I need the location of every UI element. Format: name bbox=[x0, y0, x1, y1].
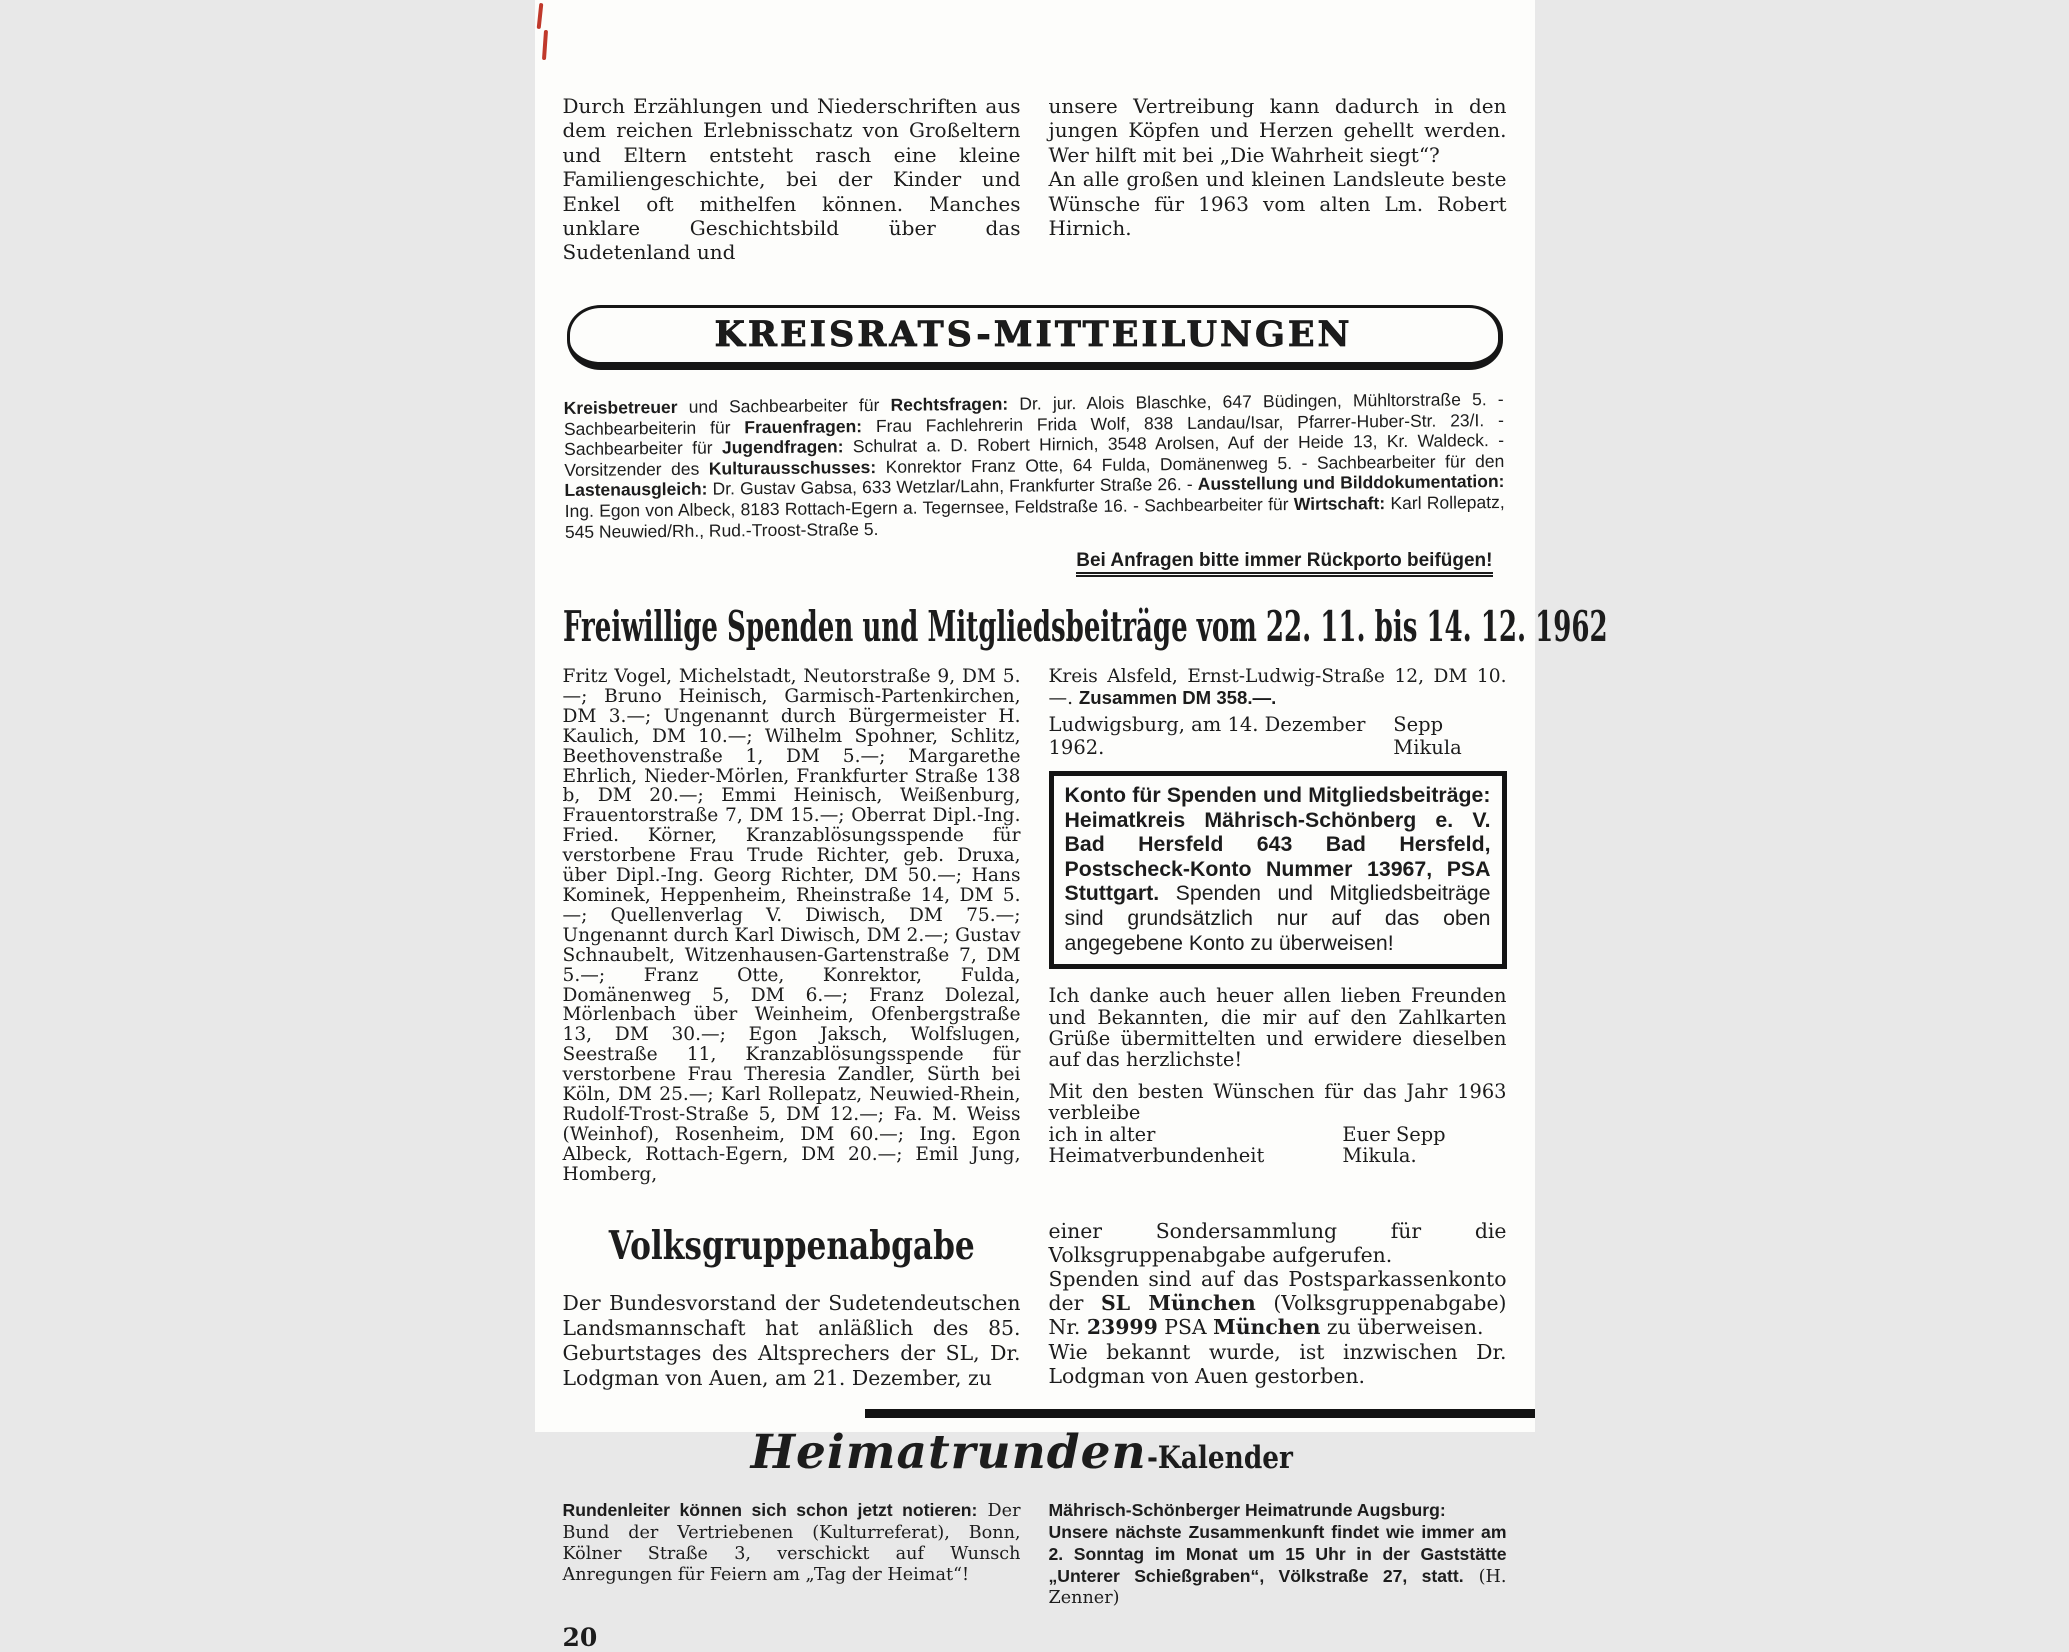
banner-title: KREISRATS-MITTEILUNGEN bbox=[714, 314, 1353, 356]
kalender-heading-script: Heimatrunden bbox=[750, 1425, 1147, 1481]
document-page bbox=[535, 0, 1608, 1652]
dateline-signature: Sepp Mikula bbox=[1393, 713, 1462, 759]
intro-right-paragraph-1: unsere Vertreibung kann dadurch in den jungen Köpfen und Herzen gehellt werden. Wer hilft mit bei „Die Wahrheit siegt“? bbox=[1048, 94, 1507, 167]
volks-right-paragraph-1: einer Sondersammlung für die Volksgruppenabgabe aufgerufen. bbox=[1048, 1218, 1507, 1267]
intro-left-paragraph: Durch Erzählungen und Niederschriften aus dem reichen Erlebnisschatz von Großeltern und Eltern entsteht rasch eine kleine Familiengeschichte, bei der Kinder und Enkel oft mithelfen können. Manches unklare Geschichtsbild über das Sudetenland und bbox=[562, 94, 1021, 265]
intro-section bbox=[563, 94, 1507, 265]
donor-list: Fritz Vogel, Michelstadt, Neutorstraße 9, DM 5.—; Bruno Heinisch, Garmisch-Partenkirchen, DM 3.—; Ungenannt durch Bürgermeister H. Kaulich, DM 10.—; Wilhelm Spohner, Schlitz, Beethovenstraße 1, DM 5.—; Margarethe Ehrlich, Nieder-Mörlen, Frankfurter Straße 138 b, DM 20.—; Emmi Heinisch, Weißenburg, Frauentorstraße 7, DM 15.—; Oberrat Dipl.-Ing. Fried. Körner, Kranzablösungsspende für verstorbene Frau Trude Richter, geb. Druxa, über Dipl.-Ing. Georg Richter, DM 50.—; Hans Kominek, Heppenheim, Rheinstraße 14, DM 5.—; Quellenverlag V. Diwisch, DM 75.—; Ungenannt durch Karl Diwisch, DM 2.—; Gustav Schnaubelt, Witzenhausen-Gartenstraße 7, DM 5.—; Franz Otte, Konrektor, Fulda, Domänenweg 5, DM 6.—; Franz Dolezal, Mörlenbach über Weinheim, Ofenbergstraße 13, DM 30.—; Egon Jaksch, Wolfslugen, Seestraße 11, Kranzablösungsspende für verstorbene Frau Theresia Zandler, Sürth bei Köln, DM 25.—; Karl Rollepatz, Neuwied-Rhein, Rudolf-Trost-Straße 5, DM 12.—; Fa. M. Weiss (Weinhof), Rosenheim, DM 60.—; Ing. Egon Albeck, Rottach-Egern, DM 20.—; Emil Jung, Homberg, bbox=[562, 666, 1021, 1185]
donations-heading-text: Freiwillige Spenden und Mitgliedsbeiträge vom 22. 11. bis 14. 12. 1962 bbox=[562, 602, 1608, 651]
kalender-right-column bbox=[1049, 1500, 1507, 1609]
volks-right-paragraph-3: Wie bekannt wurde, ist inzwischen Dr. Lodgman von Auen gestorben. bbox=[1048, 1339, 1507, 1388]
signature-line-right: Euer Sepp Mikula. bbox=[1342, 1122, 1446, 1167]
volks-left-column bbox=[563, 1219, 1021, 1392]
kalender-heading-suffix: -Kalender bbox=[1146, 1440, 1293, 1477]
note-row bbox=[563, 550, 1493, 572]
kalender-right-paragraph: Unsere nächste Zusammenkunft findet wie immer am 2. Sonntag im Monat um 15 Uhr in der Gaststätte „Unterer Schießgraben“, Völkstraße 27, statt. (H. Zenner) bbox=[1048, 1521, 1507, 1609]
signature-line bbox=[1049, 1124, 1507, 1167]
dateline bbox=[1049, 713, 1507, 759]
kalender-left-paragraph: Rundenleiter können sich schon jetzt notieren: Der Bund der Vertriebenen (Kulturreferat), Bonn, Kölner Straße 3, verschickt auf Wunsch Anregungen für Feiern am „Tag der Heimat“! bbox=[562, 1500, 1021, 1585]
donations-section bbox=[563, 667, 1507, 1185]
postage-note: Bei Anfragen bitte immer Rückporto beifügen! bbox=[1076, 550, 1492, 577]
donations-heading bbox=[562, 602, 1608, 651]
volks-right-column bbox=[1049, 1219, 1507, 1392]
kalender-section bbox=[563, 1500, 1507, 1609]
account-info-box: Konto für Spenden und Mitgliedsbeiträge: Heimatkreis Mährisch-Schönberg e. V. Bad Hersfeld 643 Bad Hersfeld, Postscheck-Konto Nummer 13967, PSA Stuttgart. Spenden und Mitgliedsbeiträge sind grundsätzlich nur auf das oben angegebene Konto zu überweisen! bbox=[1049, 771, 1507, 969]
page-content bbox=[535, 0, 1608, 1652]
officials-paragraph: Kreisbetreuer und Sachbearbeiter für Rechtsfragen: Dr. jur. Alois Blaschke, 647 Büdingen, Mühltorstraße 5. - Sachbearbeiterin für Frauenfragen: Frau Fachlehrerin Frida Wolf, 838 Landau/Isar, Pfarrer-Huber-Str. 23/I. - Sachbearbeiter für Jugendfragen: Schulrat a. D. Robert Hirnich, 3548 Arolsen, Auf der Heide 13, Kr. Waldeck. - Vorsitzender des Kulturausschusses: Konrektor Franz Otte, 64 Fulda, Domänenweg 5. - Sachbearbeiter für den Lastenausgleich: Dr. Gustav Gabsa, 633 Wetzlar/Lahn, Frankfurter Straße 26. - Ausstellung und Bilddokumentation: Ing. Egon von Albeck, 8183 Rottach-Egern a. Tegernsee, Feldstraße 16. - Sachbearbeiter für Wirtschaft: Karl Rollepatz, 545 Neuwied/Rh., Rud.-Troost-Straße 5. bbox=[563, 388, 1505, 542]
thanks-section bbox=[1049, 985, 1507, 1166]
kalender-heading bbox=[563, 1425, 1507, 1480]
kalender-right-heading: Mährisch-Schönberger Heimatrunde Augsburg: bbox=[1048, 1500, 1446, 1521]
signature-line-left: ich in alter Heimatverbundenheit bbox=[1048, 1122, 1265, 1167]
donations-left-column bbox=[563, 667, 1021, 1185]
donations-summary: Kreis Alsfeld, Ernst-Ludwig-Straße 12, DM 10.—. Zusammen DM 358.—. bbox=[1048, 666, 1507, 709]
thanks-paragraph-1: Ich danke auch heuer allen lieben Freunden und Bekannten, die mir auf den Zahlkarten Grüße übermittelten und erwidere dieselben auf das herzlichste! bbox=[1048, 984, 1507, 1072]
thanks-paragraph-2: Mit den besten Wünschen für das Jahr 1963 verbleibe bbox=[1048, 1079, 1507, 1125]
intro-left-column bbox=[563, 94, 1021, 265]
kalender-left-column bbox=[563, 1500, 1021, 1609]
intro-right-paragraph-2: An alle großen und kleinen Landsleute beste Wünsche für 1963 vom alten Lm. Robert Hirnich. bbox=[1048, 167, 1507, 241]
volksgruppenabgabe-section bbox=[563, 1219, 1507, 1392]
page-number: 20 bbox=[562, 1623, 598, 1652]
intro-right-column bbox=[1049, 94, 1507, 265]
volks-heading bbox=[563, 1223, 1021, 1269]
donations-right-column bbox=[1049, 667, 1507, 1185]
section-banner bbox=[567, 305, 1503, 370]
dateline-place: Ludwigsburg, am 14. Dezember 1962. bbox=[1048, 713, 1366, 759]
volks-left-paragraph: Der Bundesvorstand der Sudetendeutschen Landsmannschaft hat anläßlich des 85. Geburtstages des Altsprechers der SL, Dr. Lodgman von Auen, am 21. Dezember, zu bbox=[562, 1290, 1021, 1391]
scan-edge-bar bbox=[865, 1409, 1535, 1418]
volks-right-paragraph-2: Spenden sind auf das Postsparkassenkonto der SL München (Volksgruppenabgabe) Nr. 23999 PSA München zu überweisen. bbox=[1048, 1266, 1507, 1340]
volks-heading-text: Volksgruppenabgabe bbox=[608, 1222, 975, 1269]
